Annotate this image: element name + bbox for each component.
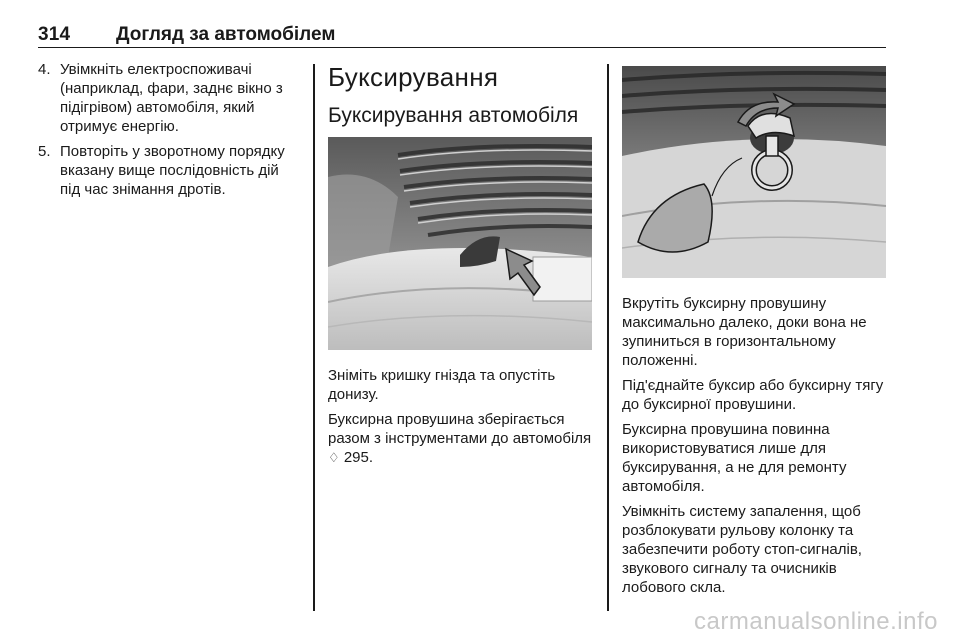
column-divider-left [313,64,315,611]
paragraph-text: Буксирна провушина зберігається разом з інструментами до автомобіля [328,411,592,447]
left-column [38,60,302,205]
page-number: 314 [38,24,71,45]
page-reference[interactable]: 295. [343,449,374,466]
middle-column-text [328,366,594,473]
middle-column [328,60,594,128]
paragraph: Зніміть кришку гнізда та опустіть донизу. [328,367,556,403]
column-divider-right [607,64,609,611]
paragraph: Вкрутіть буксирну провушину максимально далеко, доки вона не зупиниться в горизонтальному положенні. [622,295,867,369]
paragraph: Буксирна провушина повинна використовуватися лише для буксирування, а не для ремонту автомобіля. [622,421,847,495]
step-number: 5. [38,143,51,160]
watermark: carmanualsonline.info [694,608,938,635]
chapter-title: Догляд за автомобілем [116,24,336,45]
paragraph [328,410,594,467]
page-reference-icon[interactable]: ♢ [328,450,340,465]
paragraph: Під'єднайте буксир або буксирну тягу до буксирної провушини. [622,377,884,413]
subsection-title: Буксирування автомобіля [328,104,579,127]
tow-hook-cover-illustration [328,137,592,350]
page-header [38,14,886,48]
step-text: Повторіть у зворотному порядку вказану вище послідовність дій під час знімання дротів. [60,143,285,198]
section-title: Буксирування [328,62,499,92]
step-text: Увімкніть електроспоживачі (наприклад, фари, заднє вікно з підігрівом) автомобіля, який отримує енергію. [60,61,283,135]
paragraph: Увімкніть систему запалення, щоб розблокувати рульову колонку та забезпечити роботу стоп-сигналів, звукового сигналу та очисників лобового скла. [622,503,862,596]
step-number: 4. [38,61,51,78]
list-item [38,142,302,199]
list-item [38,60,302,136]
tow-eye-installation-illustration [622,66,886,278]
right-column-text [622,294,886,603]
